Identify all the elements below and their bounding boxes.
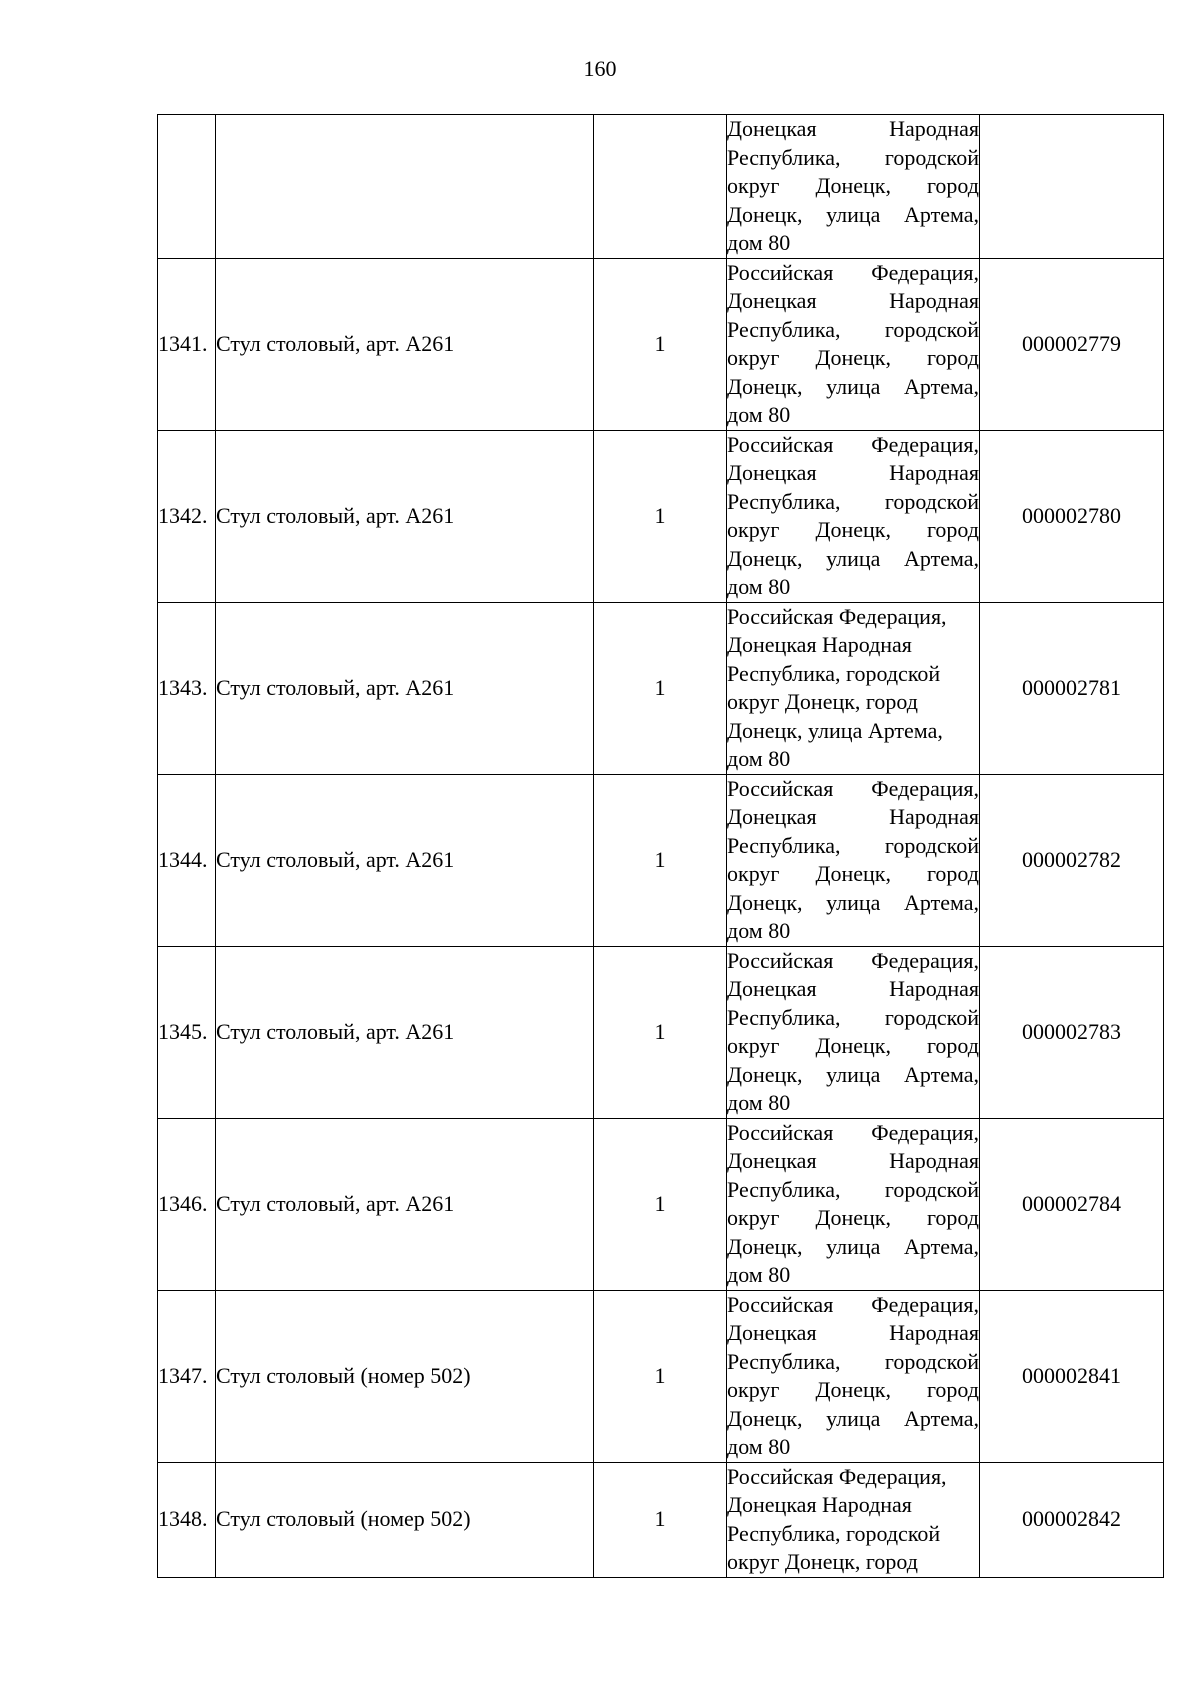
address-line: округ Донецк, город <box>727 861 979 886</box>
address-line: Донецк, улица Артема, <box>727 545 979 571</box>
address-line: Республика, городской <box>727 144 979 170</box>
item-name-cell: Стул столовый, арт. А261 <box>216 946 594 1118</box>
address-line: дом 80 <box>727 574 791 599</box>
address-line: Донецкая Народная <box>727 116 979 141</box>
address-line: Республика, городской <box>727 660 941 686</box>
row-number-cell: 1347. <box>158 1290 216 1462</box>
address-line: Республика, городской <box>727 1520 941 1546</box>
address-line: Донецк, улица Артема, <box>727 1233 979 1259</box>
address-line: Российская Федерация, <box>727 431 979 457</box>
table-row <box>158 258 1164 430</box>
address-line: Донецк, улица Артема, <box>727 1405 979 1431</box>
item-name-cell: Стул столовый (номер 502) <box>216 1462 594 1577</box>
address-line: Донецкая Народная <box>727 976 979 1001</box>
address-line: Республика, городской <box>727 1176 979 1202</box>
address-line: Донецкая Народная <box>727 1148 979 1173</box>
inventory-number-cell: 000002779 <box>980 258 1164 430</box>
address-line: Республика, городской <box>727 1004 979 1030</box>
address-line: Российская Федерация, <box>727 947 979 973</box>
table-row <box>158 774 1164 946</box>
quantity-cell: 1 <box>594 946 727 1118</box>
inventory-table-body <box>158 115 1164 1578</box>
address-cell <box>727 430 980 602</box>
address-line: Российская Федерация, <box>727 1291 979 1317</box>
address-line: дом 80 <box>727 402 791 427</box>
address-cell <box>727 1462 980 1577</box>
table-row <box>158 602 1164 774</box>
address-line: округ Донецк, город <box>727 1033 979 1058</box>
address-line: Донецкая Народная <box>727 460 979 485</box>
item-name-cell: Стул столовый, арт. А261 <box>216 258 594 430</box>
quantity-cell: 1 <box>594 258 727 430</box>
inventory-number-cell: 000002780 <box>980 430 1164 602</box>
item-name-cell: Стул столовый, арт. А261 <box>216 774 594 946</box>
address-line: дом 80 <box>727 1090 791 1115</box>
address-line: Донецкая Народная <box>727 1492 912 1517</box>
address-line: дом 80 <box>727 918 791 943</box>
inventory-table <box>157 114 1164 1578</box>
address-line: округ Донецк, город <box>727 689 918 714</box>
row-number-cell: 1345. <box>158 946 216 1118</box>
address-line: дом 80 <box>727 230 791 255</box>
address-line: округ Донецк, город <box>727 1205 979 1230</box>
address-line: Донецк, улица Артема, <box>727 373 979 399</box>
table-row <box>158 430 1164 602</box>
address-line: Российская Федерация, <box>727 259 979 285</box>
quantity-cell <box>594 115 727 259</box>
address-line: округ Донецк, город <box>727 345 979 370</box>
row-number-cell: 1348. <box>158 1462 216 1577</box>
address-line: Республика, городской <box>727 488 979 514</box>
row-number-cell: 1343. <box>158 602 216 774</box>
address-line: Донецк, улица Артема, <box>727 889 979 915</box>
address-line: округ Донецк, город <box>727 1549 918 1574</box>
address-line: Донецкая Народная <box>727 804 979 829</box>
address-line: Российская Федерация, <box>727 603 947 629</box>
row-number-cell: 1346. <box>158 1118 216 1290</box>
item-name-cell <box>216 115 594 259</box>
address-line: Российская Федерация, <box>727 775 979 801</box>
inventory-number-cell: 000002842 <box>980 1462 1164 1577</box>
inventory-number-cell: 000002841 <box>980 1290 1164 1462</box>
address-cell <box>727 1290 980 1462</box>
address-line: Российская Федерация, <box>727 1119 979 1145</box>
table-row <box>158 946 1164 1118</box>
address-line: округ Донецк, город <box>727 517 979 542</box>
quantity-cell: 1 <box>594 430 727 602</box>
table-row <box>158 115 1164 259</box>
address-cell <box>727 258 980 430</box>
item-name-cell: Стул столовый, арт. А261 <box>216 1118 594 1290</box>
quantity-cell: 1 <box>594 602 727 774</box>
address-line: Донецкая Народная <box>727 632 912 657</box>
address-line: Донецк, улица Артема, <box>727 717 943 743</box>
inventory-number-cell: 000002781 <box>980 602 1164 774</box>
address-cell <box>727 774 980 946</box>
address-line: Республика, городской <box>727 832 979 858</box>
address-line: Донецкая Народная <box>727 288 979 313</box>
inventory-number-cell: 000002783 <box>980 946 1164 1118</box>
quantity-cell: 1 <box>594 1290 727 1462</box>
item-name-cell: Стул столовый, арт. А261 <box>216 430 594 602</box>
quantity-cell: 1 <box>594 774 727 946</box>
inventory-number-cell: 000002784 <box>980 1118 1164 1290</box>
inventory-number-cell: 000002782 <box>980 774 1164 946</box>
address-line: дом 80 <box>727 1262 791 1287</box>
address-cell <box>727 115 980 259</box>
table-row <box>158 1462 1164 1577</box>
address-line: Донецк, улица Артема, <box>727 1061 979 1087</box>
row-number-cell: 1341. <box>158 258 216 430</box>
address-cell <box>727 1118 980 1290</box>
address-line: Донецкая Народная <box>727 1320 979 1345</box>
address-line: дом 80 <box>727 1434 791 1459</box>
row-number-cell <box>158 115 216 259</box>
address-line: Республика, городской <box>727 1348 979 1374</box>
address-cell <box>727 602 980 774</box>
address-line: округ Донецк, город <box>727 1377 979 1402</box>
address-cell <box>727 946 980 1118</box>
address-line: Российская Федерация, <box>727 1463 947 1489</box>
table-row <box>158 1290 1164 1462</box>
address-line: дом 80 <box>727 746 791 771</box>
page-number: 160 <box>583 56 617 81</box>
address-line: Республика, городской <box>727 316 979 342</box>
quantity-cell: 1 <box>594 1118 727 1290</box>
quantity-cell: 1 <box>594 1462 727 1577</box>
address-line: округ Донецк, город <box>727 173 979 198</box>
item-name-cell: Стул столовый, арт. А261 <box>216 602 594 774</box>
table-row <box>158 1118 1164 1290</box>
item-name-cell: Стул столовый (номер 502) <box>216 1290 594 1462</box>
row-number-cell: 1344. <box>158 774 216 946</box>
inventory-number-cell <box>980 115 1164 259</box>
address-line: Донецк, улица Артема, <box>727 201 979 227</box>
row-number-cell: 1342. <box>158 430 216 602</box>
